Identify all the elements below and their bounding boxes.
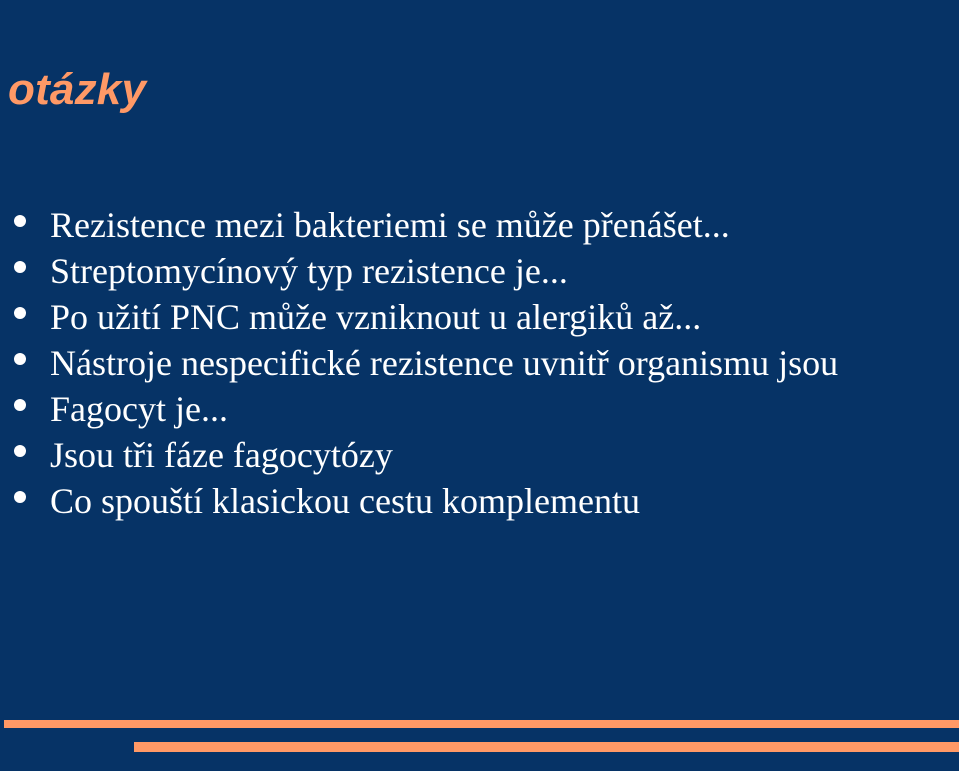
- bullet-dot-icon: [14, 399, 26, 411]
- bullet-dot-icon: [14, 445, 26, 457]
- bullet-text-1: Rezistence mezi bakteriemi se může přenášet...: [50, 205, 730, 245]
- decorative-bar-bottom: [134, 742, 959, 752]
- bullet-item-3: [10, 294, 930, 340]
- bullet-dot-icon: [14, 307, 26, 319]
- bullet-text-7: Co spouští klasickou cestu komplementu: [50, 481, 640, 521]
- bullet-text-2: Streptomycínový typ rezistence je...: [50, 251, 568, 291]
- bullet-item-2: [10, 248, 930, 294]
- bullet-dot-icon: [14, 353, 26, 365]
- bullet-text-5: Fagocyt je...: [50, 389, 228, 429]
- bullet-dot-icon: [14, 491, 26, 503]
- bullet-text-4: Nástroje nespecifické rezistence uvnitř organismu jsou: [50, 343, 839, 383]
- bullet-text-6: Jsou tři fáze fagocytózy: [50, 435, 393, 475]
- bullet-item-4: [10, 340, 930, 386]
- bullet-dot-icon: [14, 261, 26, 273]
- bullet-item-1: [10, 202, 930, 248]
- bullet-item-5: [10, 386, 930, 432]
- bullet-list: [10, 202, 930, 524]
- bullet-item-7: [10, 478, 930, 524]
- bullet-item-6: [10, 432, 930, 478]
- bullet-dot-icon: [14, 215, 26, 227]
- bullet-text-3: Po užití PNC může vzniknout u alergiků až...: [50, 297, 702, 337]
- slide-title: otázky: [8, 65, 147, 114]
- decorative-bar-top: [4, 720, 959, 728]
